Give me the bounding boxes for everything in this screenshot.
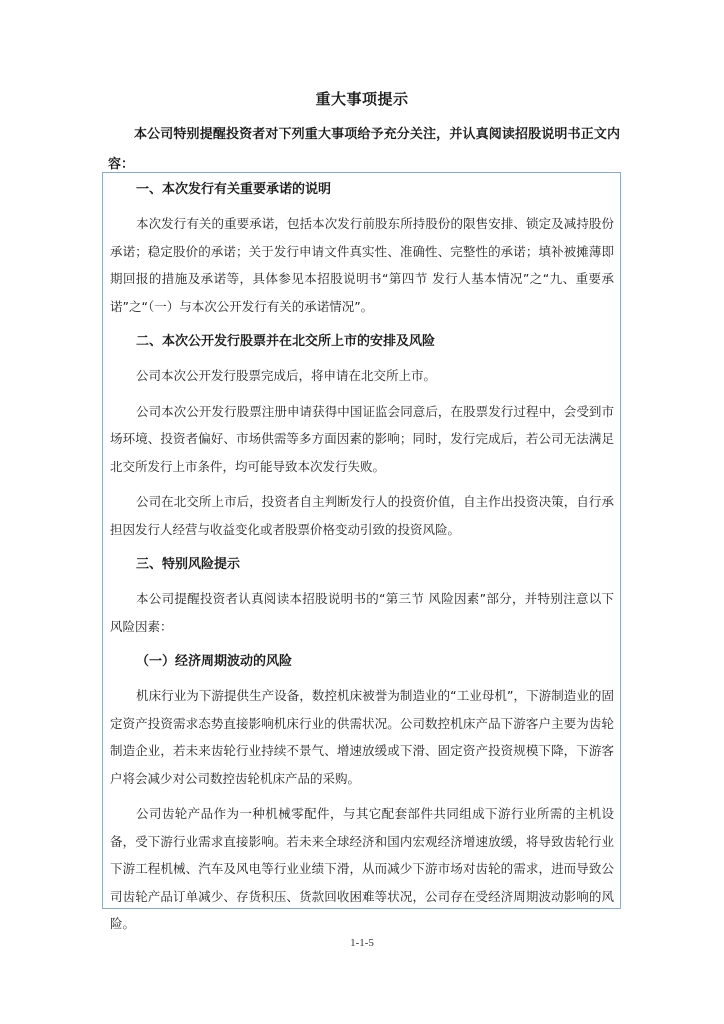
- page-title: 重大事项提示: [315, 90, 409, 108]
- section-heading-2: 二、本次公开发行股票并在北交所上市的安排及风险: [136, 334, 436, 349]
- section-2-paragraph-3: 公司在北交所上市后，投资者自主判断发行人的投资价值，自主作出投资决策，自行承担因发行人经营与收益变化或者股票价格变动引致的投资风险。: [110, 494, 614, 537]
- section-3-paragraph-1: 本公司提醒投资者认真阅读本招股说明书的“第三节 风险因素”部分，并特别注意以下风险因素：: [110, 591, 614, 634]
- section-heading-3: 三、特别风险提示: [136, 557, 241, 572]
- intro-paragraph: 本公司特别提醒投资者对下列重大事项给予充分关注，并认真阅读招股说明书正文内容：: [108, 127, 620, 172]
- section-1-paragraph-1: 本次发行有关的重要承诺，包括本次发行前股东所持股份的限售安排、锁定及减持股份承诺；稳定股价的承诺；关于发行申请文件真实性、准确性、完整性的承诺；填补被摊薄即期回报的措施及承诺等，具体参见本招股说明书“第四节 发行人基本情况”之“九、重要承诺”之“（一）与本次公开发行有关的承诺情况”。: [110, 216, 614, 314]
- subsection-3-1-paragraph-1: 机床行业为下游提供生产设备，数控机床被誉为制造业的“工业母机”，下游制造业的固定资产投资需求态势直接影响机床行业的供需状况。公司数控机床产品下游客户主要为齿轮制造企业，若未来齿轮行业持续不景气、增速放缓或下滑、固定资产投资规模下降，下游客户将会减少对公司数控齿轮机床产品的采购。: [110, 688, 614, 786]
- content-body: [110, 176, 614, 938]
- subsection-3-1-paragraph-2: 公司齿轮产品作为一种机械零配件，与其它配套部件共同组成下游行业所需的主机设备，受下游行业需求直接影响。若未来全球经济和国内宏观经济增速放缓，将导致齿轮行业下游工程机械、汽车及风电等行业业绩下滑，从而减少下游市场对齿轮的需求，进而导致公司齿轮产品订单减少、存货积压、货款回收困难等状况，公司存在受经济周期波动影响的风险。: [110, 806, 614, 931]
- section-2-paragraph-1: 公司本次公开发行股票完成后，将申请在北交所上市。: [136, 368, 437, 383]
- page-number: 1-1-5: [350, 937, 374, 949]
- section-2-paragraph-2: 公司本次公开发行股票注册申请获得中国证监会同意后，在股票发行过程中，会受到市场环境、投资者偏好、市场供需等多方面因素的影响；同时，发行完成后，若公司无法满足北交所发行上市条件，均可能导致本次发行失败。: [110, 403, 614, 474]
- subsection-heading-3-1: （一）经济周期波动的风险: [136, 654, 293, 669]
- section-heading-1: 一、本次发行有关重要承诺的说明: [136, 182, 332, 197]
